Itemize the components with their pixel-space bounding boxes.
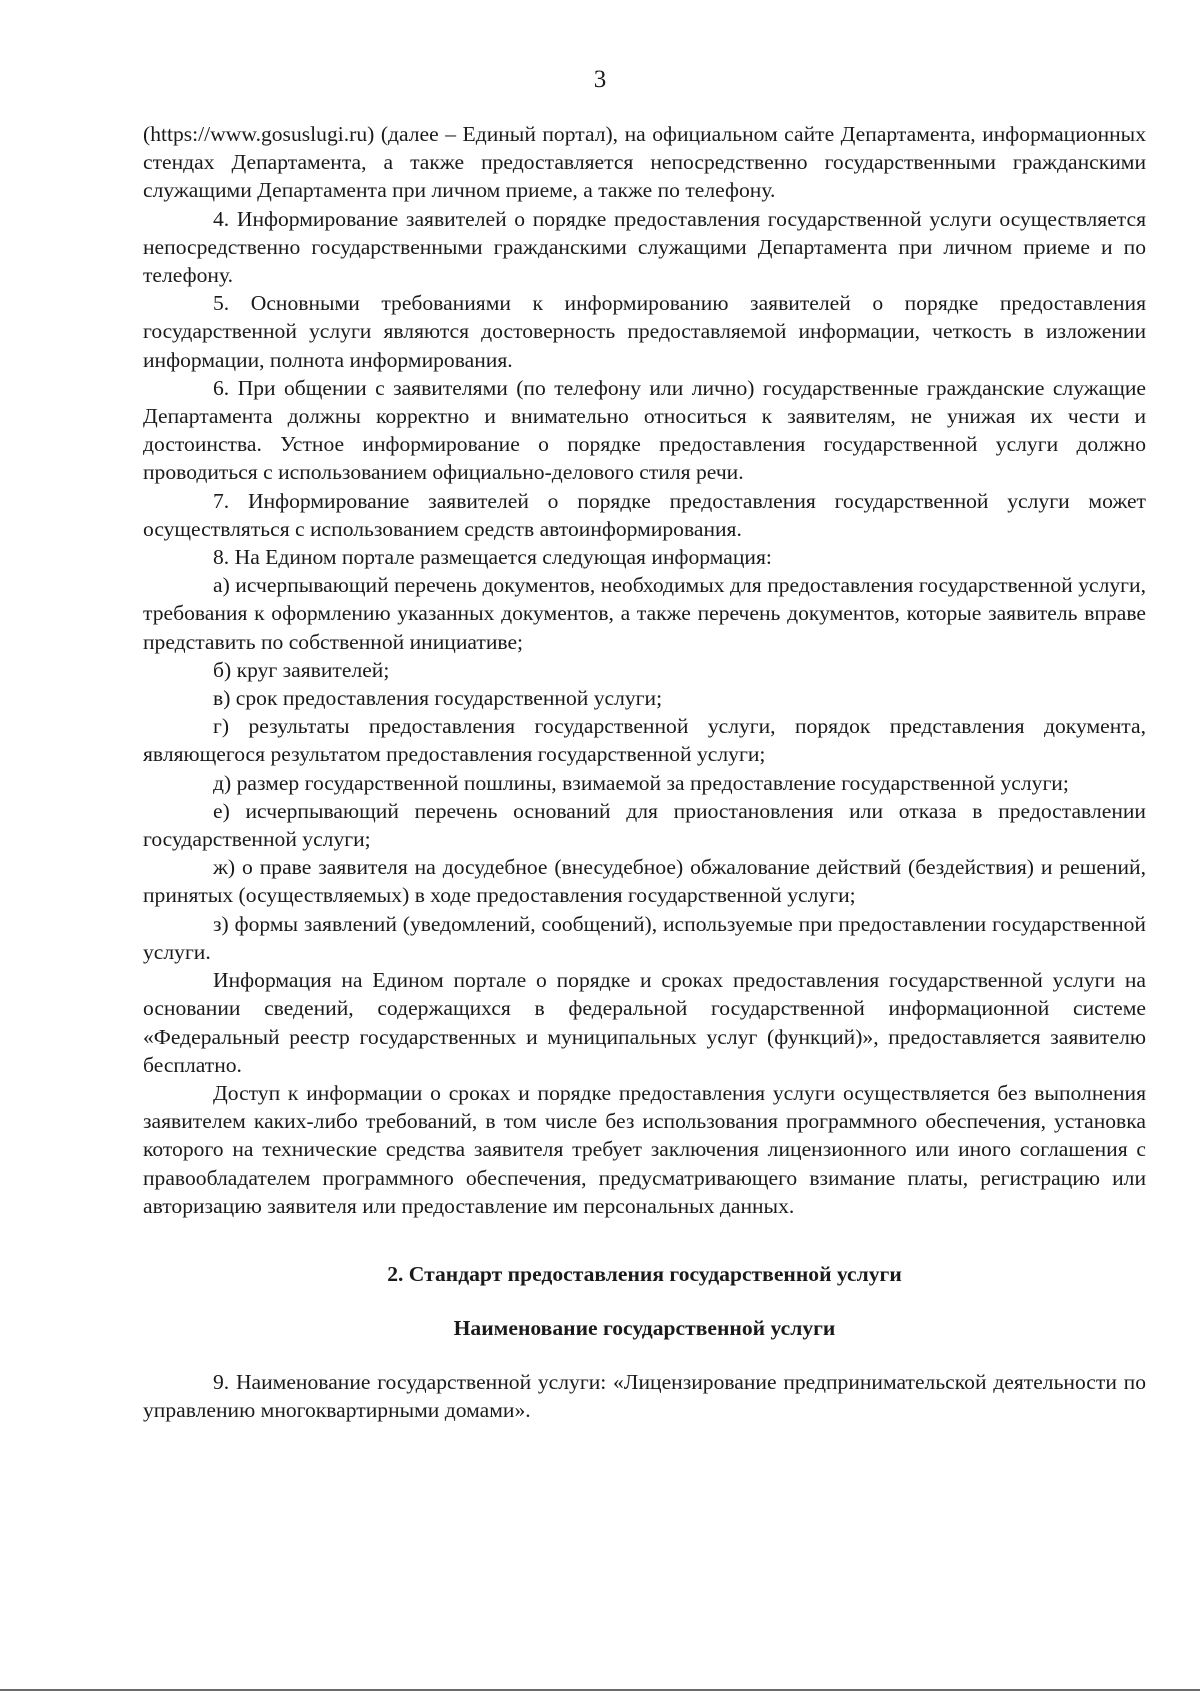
- list-item-b: б) круг заявителей;: [213, 657, 390, 682]
- paragraph-6: 6. При общении с заявителями (по телефону или лично) государственные гражданские служащие Департамента должны корректно и внимательно относиться к заявителям, не унижая их чести и достоинства. Устное информирование о порядке предоставления государственной услуги должно проводиться с использованием официально-делового стиля речи.: [143, 375, 1146, 485]
- paragraph-access-info: Доступ к информации о сроках и порядке предоставления услуги осуществляется без выполнения заявителем каких-либо требований, в том числе без использования программного обеспечения, установка которого на технические средства заявителя требует заключения лицензионного или иного соглашения с правообладателем программного обеспечения, предусматривающего взимание платы, регистрацию или авторизацию заявителя или предоставление им персональных данных.: [143, 1080, 1146, 1218]
- paragraph-portal-info: Информация на Едином портале о порядке и сроках предоставления государственной услуги на основании сведений, содержащихся в федеральной государственной информационной системе «Федеральный реестр государственных и муниципальных услуг (функций)», предоставляется заявителю бесплатно.: [143, 968, 1146, 1077]
- list-item-d: д) размер государственной пошлины, взимаемой за предоставление государственной услуги;: [213, 770, 1069, 795]
- list-item-zh: ж) о праве заявителя на досудебное (внесудебное) обжалование действий (бездействия) и решений, принятых (осуществляемых) в ходе предоставления государственной услуги;: [143, 855, 1146, 908]
- paragraph-3-continuation: (https://www.gosuslugi.ru) (далее – Единый портал), на официальном сайте Департамента, информационных стендах Департамента, а также предоставляется непосредственно государственными гражданскими служащими Департамента при личном приеме, а также по телефону.: [143, 122, 1146, 203]
- bottom-scan-edge: [0, 1689, 1200, 1691]
- paragraph-4: 4. Информирование заявителей о порядке предоставления государственной услуги осуществляется непосредственно государственными гражданскими служащими Департамента при личном приеме и по телефону.: [143, 206, 1146, 288]
- list-item-e: е) исчерпывающий перечень оснований для приостановления или отказа в предоставлении государственной услуги;: [143, 798, 1146, 852]
- list-item-v: в) срок предоставления государственной услуги;: [213, 686, 663, 711]
- subsection-heading: Наименование государственной услуги: [453, 1315, 836, 1340]
- paragraph-8: 8. На Едином портале размещается следующая информация:: [213, 545, 772, 570]
- section-heading: 2. Стандарт предоставления государственной услуги: [387, 1261, 902, 1286]
- paragraph-7: 7. Информирование заявителей о порядке предоставления государственной услуги может осуществляться с использованием средств автоинформирования.: [143, 488, 1146, 541]
- list-item-g: г) результаты предоставления государственной услуги, порядок представления документа, являющегося результатом предоставления государственной услуги;: [143, 714, 1146, 767]
- list-item-z: з) формы заявлений (уведомлений, сообщений), используемые при предоставлении государственной услуги.: [143, 911, 1146, 964]
- document-body: [143, 120, 1146, 1424]
- paragraph-9: 9. Наименование государственной услуги: «Лицензирование предпринимательской деятельности по управлению многоквартирными домами».: [143, 1369, 1146, 1423]
- page-number: 3: [593, 66, 607, 93]
- list-item-a: а) исчерпывающий перечень документов, необходимых для предоставления государственной услуги, требования к оформлению указанных документов, а также перечень документов, которые заявитель вправе представить по собственной инициативе;: [143, 573, 1146, 654]
- paragraph-5: 5. Основными требованиями к информированию заявителей о порядке предоставления государственной услуги являются достоверность предоставляемой информации, четкость в изложении информации, полнота информирования.: [143, 291, 1146, 372]
